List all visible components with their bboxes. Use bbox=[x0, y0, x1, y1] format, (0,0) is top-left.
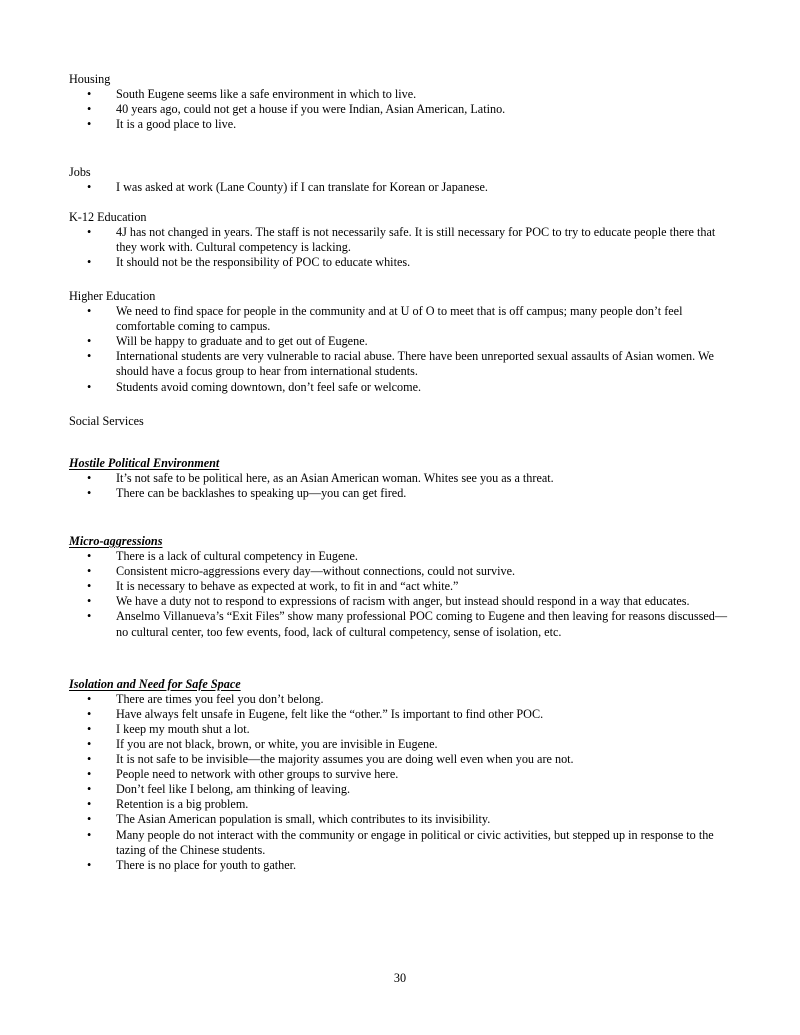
section-heading: Isolation and Need for Safe Space bbox=[69, 676, 241, 691]
bullet-list bbox=[69, 180, 731, 195]
bullet-item: • South Eugene seems like a safe environment in which to live. bbox=[116, 87, 731, 102]
bullet-item: • It is a good place to live. bbox=[116, 117, 731, 132]
bullet-list bbox=[69, 304, 731, 395]
bullet-item: • We need to find space for people in the community and at U of O to meet that is off campus; many people don’t feel comfortable coming to campus. bbox=[116, 304, 731, 334]
bullet-item: • It is necessary to behave as expected at work, to fit in and “act white.” bbox=[116, 579, 731, 594]
bullet-item: • I keep my mouth shut a lot. bbox=[116, 722, 731, 737]
section-isolation-and-safe-space bbox=[69, 677, 731, 873]
section-hostile-political-environment bbox=[69, 456, 731, 501]
bullet-item: • 40 years ago, could not get a house if you were Indian, Asian American, Latino. bbox=[116, 102, 731, 117]
bullet-item: • It’s not safe to be political here, as an Asian American woman. Whites see you as a threat. bbox=[116, 471, 731, 486]
bullet-item: • International students are very vulnerable to racial abuse. There have been unreported sexual assaults of Asian women. We should have a focus group to hear from international students. bbox=[116, 349, 731, 379]
section-heading: Hostile Political Environment bbox=[69, 455, 220, 470]
section-heading: Higher Education bbox=[69, 288, 156, 303]
bullet-item: • I was asked at work (Lane County) if I can translate for Korean or Japanese. bbox=[116, 180, 731, 195]
bullet-list bbox=[69, 549, 731, 640]
bullet-item: • There are times you feel you don’t belong. bbox=[116, 692, 731, 707]
page-number: 30 bbox=[393, 971, 407, 985]
section-higher-education bbox=[69, 289, 731, 395]
bullet-item: • Have always felt unsafe in Eugene, felt like the “other.” Is important to find other POC. bbox=[116, 707, 731, 722]
bullet-list bbox=[69, 225, 731, 270]
bullet-list bbox=[69, 471, 731, 501]
bullet-item: • There is a lack of cultural competency in Eugene. bbox=[116, 549, 731, 564]
bullet-item: • Consistent micro-aggressions every day—without connections, could not survive. bbox=[116, 564, 731, 579]
bullet-list bbox=[69, 87, 731, 132]
bullet-item: • There is no place for youth to gather. bbox=[116, 858, 731, 873]
section-social-services bbox=[69, 414, 731, 429]
section-heading: Housing bbox=[69, 72, 111, 86]
section-heading: Social Services bbox=[69, 413, 144, 428]
section-micro-aggressions bbox=[69, 534, 731, 640]
bullet-item: • Will be happy to graduate and to get out of Eugene. bbox=[116, 334, 731, 349]
section-heading: K-12 Education bbox=[69, 209, 147, 224]
bullet-item: • 4J has not changed in years. The staff is not necessarily safe. It is still necessary for POC to try to educate people there that they work with. Cultural competency is lacking. bbox=[116, 225, 731, 255]
bullet-item: • We have a duty not to respond to expressions of racism with anger, but instead should respond in a way that educates. bbox=[116, 594, 731, 609]
section-heading: Micro-aggressions bbox=[69, 533, 163, 548]
section-jobs bbox=[69, 165, 731, 195]
bullet-item: • Anselmo Villanueva’s “Exit Files” show many professional POC coming to Eugene and then leaving for reasons discussed—no cultural center, too few events, food, lack of cultural competency, sense of isolation, etc. bbox=[116, 609, 731, 639]
bullet-item: • It is not safe to be invisible—the majority assumes you are doing well even when you are not. bbox=[116, 752, 731, 767]
bullet-list bbox=[69, 692, 731, 873]
section-k12-education bbox=[69, 210, 731, 270]
bullet-item: • Many people do not interact with the community or engage in political or civic activities, but stepped up in response to the tazing of the Chinese students. bbox=[116, 828, 731, 858]
bullet-item: • Students avoid coming downtown, don’t feel safe or welcome. bbox=[116, 380, 731, 395]
section-heading: Jobs bbox=[69, 165, 91, 180]
bullet-item: • There can be backlashes to speaking up—you can get fired. bbox=[116, 486, 731, 501]
bullet-item: • Retention is a big problem. bbox=[116, 797, 731, 812]
bullet-item: • It should not be the responsibility of POC to educate whites. bbox=[116, 255, 731, 270]
section-housing bbox=[69, 72, 731, 132]
bullet-item: • People need to network with other groups to survive here. bbox=[116, 767, 731, 782]
bullet-item: • The Asian American population is small, which contributes to its invisibility. bbox=[116, 812, 731, 827]
bullet-item: • Don’t feel like I belong, am thinking of leaving. bbox=[116, 782, 731, 797]
bullet-item: • If you are not black, brown, or white, you are invisible in Eugene. bbox=[116, 737, 731, 752]
